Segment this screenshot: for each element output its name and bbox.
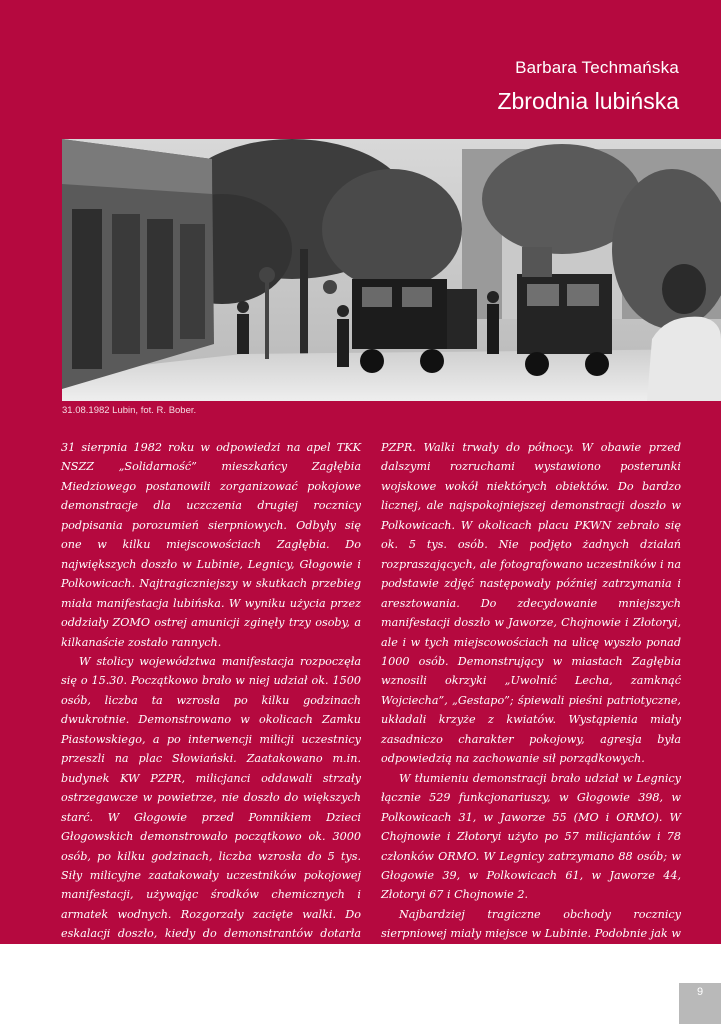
article-photo <box>62 139 721 401</box>
article-title: Zbrodnia lubińska <box>497 88 679 114</box>
article-column-left <box>61 438 361 1002</box>
article-column-right <box>381 438 681 983</box>
paragraph: W stolicy województwa manifestacja rozpoczęła się o 15.30. Początkowo brało w niej udział ok. 1500 osób, liczba ta wzrosła po kilku godzinach dwukrotnie. Demonstrowano w okolicach Zamku Piastowskiego, a po interwencji milicji uczestnicy przeszli na plac Słowiański. Zaatakowano m.in. budynek KW PZPR, milicjanci oddawali strzały ostrzegawcze w powietrze, nie doszło do większych starć. W Głogowie przed Pomnikiem Dzieci Głogowskich demonstrowało początkowo ok. 3000 osób, po kilku godzinach, liczba wzrosła do 5 tys. Siły milicyjne zaatakowały uczestników pokojowej manifestacji, używając środków chemicznych i armatek wodnych. Rozgorzały zacięte walki. Do eskalacji doszło, kiedy do demonstrantów dotarła informacja o tym, co wydarzyło się w Lubinie. Wybito szyby, a następnie podpalono budynek Komitetu Miejskiego <box>61 654 361 999</box>
paragraph: W tłumieniu demonstracji brało udział w Legnicy łącznie 529 funkcjonariuszy, w Głogowie 398, w Polkowicach 31, w Jaworze 55 (MO i ORMO). W Chojnowie i Złotoryi użyto po 57 milicjantów i 78 członków ORMO. W Legnicy zatrzymano 88 osób; w Głogowie 39, w Polkowicach 61, w Jaworze 44, Złotoryi 67 i Chojnowie 2. <box>381 771 681 902</box>
photo-caption: 31.08.1982 Lubin, fot. R. Bober. <box>62 405 197 416</box>
page-number: 9 <box>679 983 721 1024</box>
paragraph: PZPR. Walki trwały do północy. W obawie przed dalszymi rozruchami wystawiono posterunki wojskowe wokół niektórych obiektów. Do bardzo licznej, ale najspokojniejszej demonstracji doszło w Polkowicach. W okolicach placu PKWN zebrało się ok. 5 tys. osób. Nie podjęto żadnych działań rozpraszających, ale fotografowano uczestników i na podstawie zdjęć następowały później zatrzymania i aresztowania. Do zdecydowanie mniejszych manifestacji doszło w Jaworze, Chojnowie i Złotoryi, ale i w tych miejscowościach na ulicę wyszło ponad 1000 osób. Demonstrujący w miastach Zagłębia wznosili okrzyki „Uwolnić Lecha, zamknąć Wojciecha”, „Gestapo”; śpiewali pieśni patriotyczne, układali krzyże z kwiatów. Wystąpienia miały zasadniczo charakter pokojowy, agresja była odpowiedzią na zachowanie sił porządkowych. <box>381 441 681 766</box>
article-author: Barbara Techmańska <box>515 58 679 77</box>
paragraph: Najbardziej tragiczne obchody rocznicy sierpniowej miały miejsce w Lubinie. Podobnie jak w całym województwie i tutaj władze podejmowały działania <box>381 907 681 980</box>
paragraph: 31 sierpnia 1982 roku w odpowiedzi na apel TKK NSZZ „Solidarność” mieszkańcy Zagłębia Miedziowego postanowili zorganizować pokojowe demonstracje dla uczczenia drugiej rocznicy podpisania porozumień sierpniowych. Odbyły się one w kilku miejscowościach Zagłębia. Do największych doszło w Lubinie, Legnicy, Głogowie i Polkowicach. Najtragiczniejszy w skutkach przebieg miała manifestacja lubińska. W wyniku użycia przez oddziały ZOMO ostrej amunicji zginęły trzy osoby, a kilkanaście zostało rannych. <box>61 441 361 649</box>
